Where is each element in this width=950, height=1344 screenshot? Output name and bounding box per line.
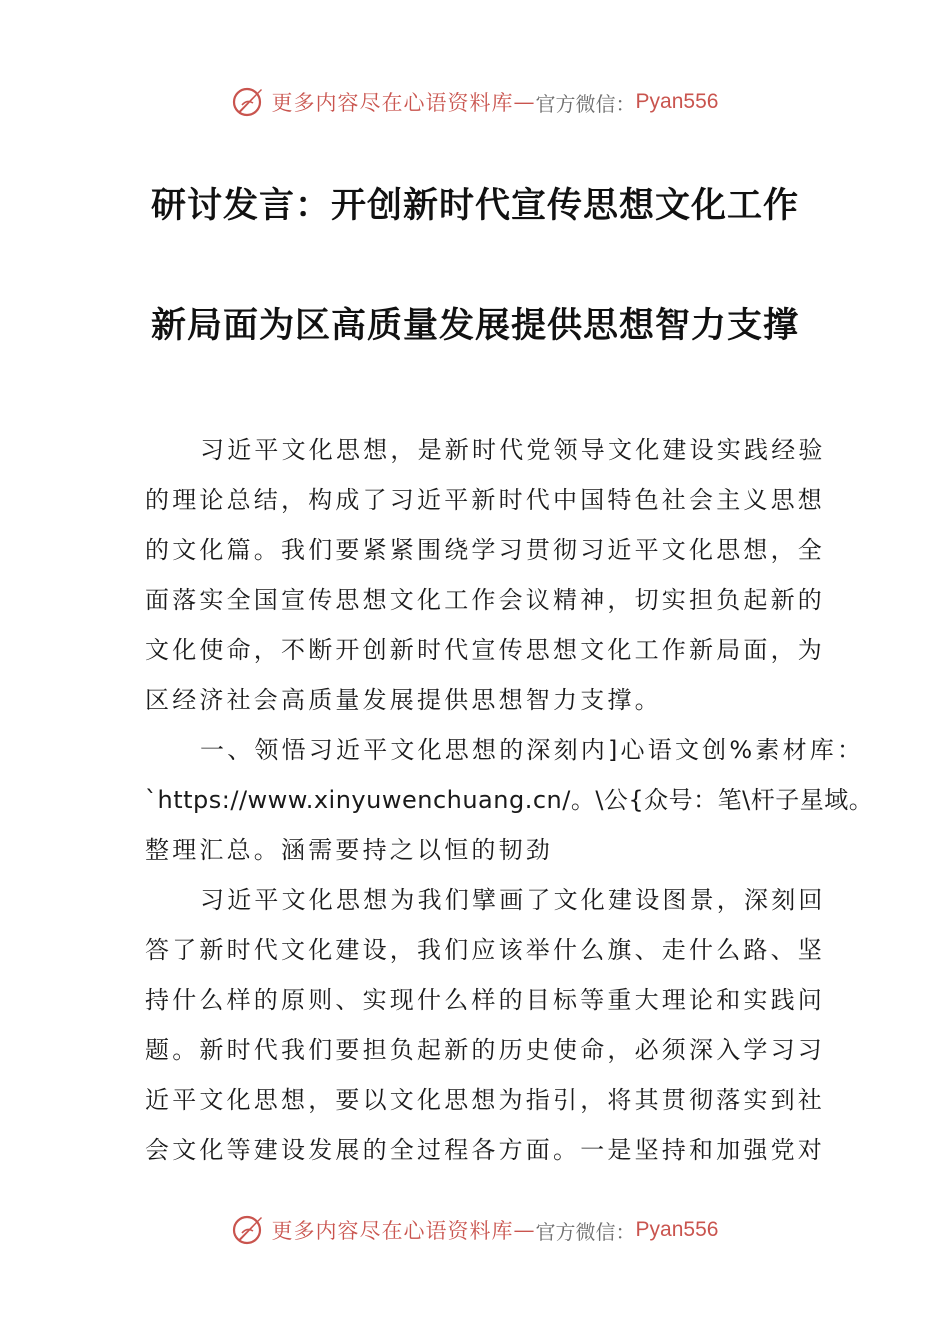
body-line: 答了新时代文化建设，我们应该举什么旗、走什么路、坚	[145, 936, 825, 964]
footer-banner	[0, 1210, 950, 1250]
banner-separator: —	[513, 1218, 536, 1242]
body-line: 习近平文化思想为我们擘画了文化建设图景，深刻回	[200, 886, 826, 914]
body-line: 持什么样的原则、实现什么样的目标等重大理论和实践问	[145, 986, 825, 1014]
section-heading: 一、领悟习近平文化思想的深刻内]心语文创%素材库：	[200, 736, 865, 764]
body-line: 文化使命，不断开创新时代宣传思想文化工作新局面，为	[145, 636, 825, 664]
body-line-url: `https://www.xinyuwenchuang.cn/。\公{众号：笔\杆子星域。	[145, 786, 874, 814]
banner-wechat-id: Pyan556	[635, 1218, 719, 1241]
body-line: 习近平文化思想，是新时代党领导文化建设实践经验	[200, 436, 826, 464]
pen-circle-logo-icon	[232, 1213, 266, 1247]
body-line: 题。新时代我们要担负起新的历史使命，必须深入学习习	[145, 1036, 825, 1064]
body-line: 会文化等建设发展的全过程各方面。一是坚持和加强党对	[145, 1136, 825, 1164]
header-banner	[0, 82, 950, 122]
banner-separator: —	[513, 90, 536, 114]
banner-wechat-id: Pyan556	[635, 90, 719, 113]
pen-circle-logo-icon	[232, 85, 266, 119]
document-title-line-1: 研讨发言：开创新时代宣传思想文化工作	[150, 185, 799, 226]
body-line: 面落实全国宣传思想文化工作会议精神，切实担负起新的	[145, 586, 825, 614]
body-line: 的文化篇。我们要紧紧围绕学习贯彻习近平文化思想，全	[145, 536, 825, 564]
body-line: 区经济社会高质量发展提供思想智力支撑。	[145, 686, 662, 714]
banner-text: 更多内容尽在心语资料库	[271, 1219, 514, 1243]
body-line: 整理汇总。涵需要持之以恒的韧劲	[145, 836, 553, 864]
document-title-line-2: 新局面为区高质量发展提供思想智力支撑	[150, 305, 799, 346]
body-line: 的理论总结，构成了习近平新时代中国特色社会主义思想	[145, 486, 825, 514]
banner-official-label: 官方微信：	[535, 91, 636, 116]
banner-official-label: 官方微信：	[535, 1219, 636, 1244]
body-line: 近平文化思想，要以文化思想为指引，将其贯彻落实到社	[145, 1086, 825, 1114]
banner-text: 更多内容尽在心语资料库	[271, 91, 514, 115]
